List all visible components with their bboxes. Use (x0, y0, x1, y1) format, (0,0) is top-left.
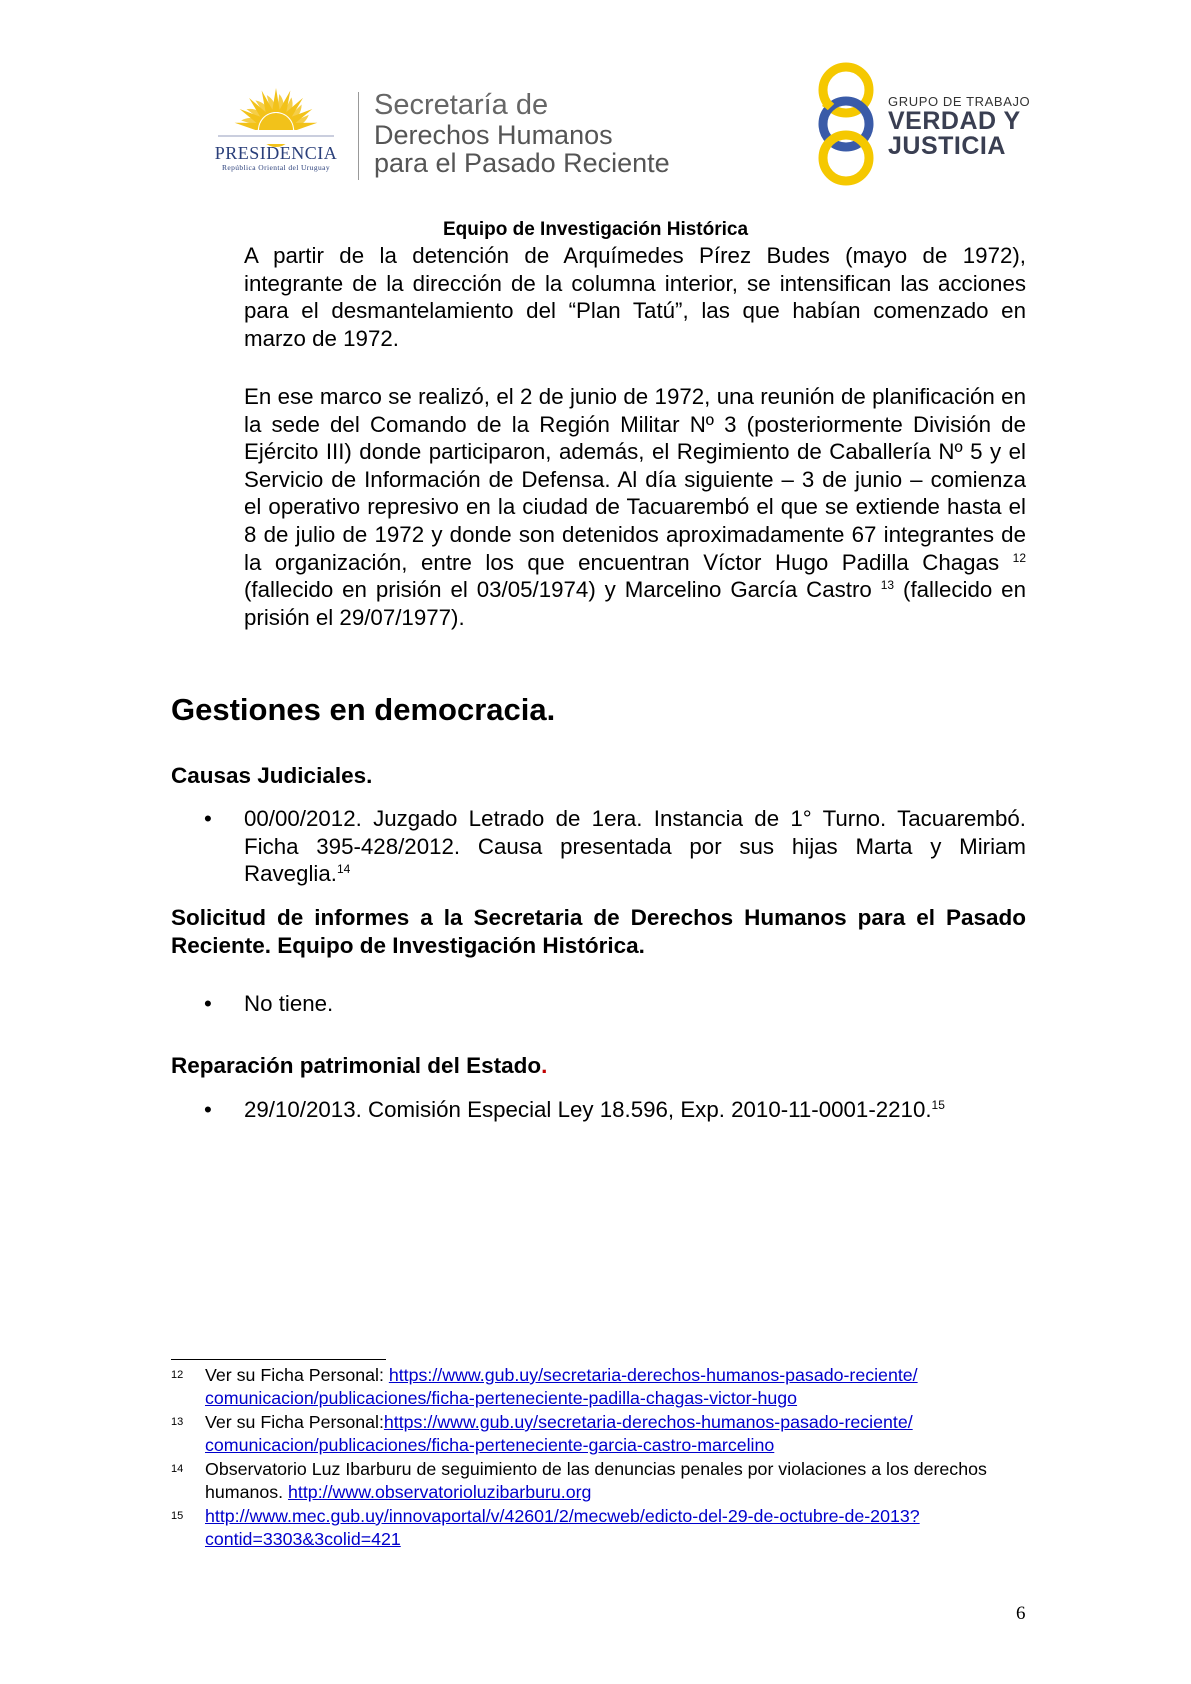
grupo-wordmark (888, 94, 1030, 159)
subheading-causas: Causas Judiciales. (171, 763, 373, 788)
secretaria-wordmark (374, 90, 670, 177)
bullet-marker: • (204, 806, 212, 831)
presidencia-subtitle: República Oriental del Uruguay (221, 163, 330, 172)
secretaria-line-3: para el Pasado Reciente (374, 148, 670, 178)
secretaria-line-2: Derechos Humanos (374, 120, 613, 150)
reparacion-item-text: 29/10/2013. Comisión Especial Ley 18.596, Exp. 2010-11-0001-2210. (244, 1097, 932, 1122)
footnote-text: Ver su Ficha Personal: (205, 1365, 389, 1385)
paragraph-1: A partir de la detención de Arquímedes Pírez Budes (mayo de 1972), integrante de la dirección de la columna interior, se intensifican las acciones para el desmantelamiento del “Plan Tatú”, las que habían comenzado en marzo de 1972. (244, 243, 1026, 351)
causas-item (244, 805, 1026, 888)
footnote-number: 15 (171, 1510, 184, 1522)
paragraph-2-part-a: En ese marco se realizó, el 2 de junio de 1972, una reunión de planificación en la sede del Comando de la Región Militar Nº 3 (posteriormente División de Ejército III) donde participaron, además, el Regimiento de Caballería Nº 5 y el Servicio de Información de Defensa. Al día siguiente – 3 de junio – comienza el operativo represivo en la ciudad de Tacuarembó el que se extiende hasta el 8 de julio de 1972 y donde son detenidos aproximadamente 67 integrantes de la organización, entre los que encuentran Víctor Hugo Padilla Chagas (244, 384, 1026, 575)
paragraph-2 (244, 383, 1026, 631)
footnote-13 (171, 1411, 1026, 1457)
grupo-line-3: JUSTICIA (888, 132, 1006, 160)
page-number: 6 (1016, 1603, 1026, 1624)
subheading-solicitud: Solicitud de informes a la Secretaria de Derechos Humanos para el Pasado Reciente. Equipo de Investigación Histórica. (171, 905, 1026, 958)
team-heading: Equipo de Investigación Histórica (442, 219, 749, 240)
footnote-ref-13[interactable]: 13 (880, 578, 895, 593)
footnote-link[interactable]: https://www.gub.uy/secretaria-derechos-humanos-pasado-reciente/ comunicacion/publicaciones/ficha-perteneciente-garcia-castro-marcelino (205, 1412, 913, 1455)
reparacion-title: Reparación patrimonial del Estado (171, 1053, 542, 1078)
footnote-link[interactable]: http://www.mec.gub.uy/innovaportal/v/42601/2/mecweb/edicto-del-29-de-octubre-de-2013? contid=3303&3colid=421 (205, 1506, 920, 1549)
footnote-number: 13 (171, 1416, 184, 1428)
reparacion-dot: . (541, 1053, 548, 1078)
footnote-ref-14[interactable]: 14 (336, 862, 351, 877)
grupo-line-1: GRUPO DE TRABAJO (888, 94, 1031, 109)
subheading-reparacion (171, 1052, 547, 1080)
footnote-15 (171, 1505, 1026, 1551)
footnote-12 (171, 1364, 1026, 1410)
footnote-number: 12 (171, 1369, 184, 1381)
section-heading-gestiones: Gestiones en democracia. (171, 692, 556, 727)
footnote-text: Observatorio Luz Ibarburu de seguimiento de las denuncias penales por violaciones a los derechos humanos. (205, 1459, 987, 1502)
grupo-line-2: VERDAD Y (888, 107, 1021, 135)
paragraph-2-part-c: (fallecido en prisión el 29/07/1977). (244, 577, 1026, 630)
footnote-link[interactable]: http://www.observatorioluzibarburu.org (288, 1482, 592, 1502)
bullet-marker: • (204, 1097, 212, 1122)
presidencia-wordmark: PRESIDENCIA (214, 143, 338, 163)
paragraph-2-part-b: (fallecido en prisión el 03/05/1974) y Marcelino García Castro (244, 577, 872, 603)
footnote-separator (171, 1359, 386, 1360)
footnote-14 (171, 1458, 1026, 1504)
footnote-link[interactable]: https://www.gub.uy/secretaria-derechos-humanos-pasado-reciente/ comunicacion/publicaciones/ficha-perteneciente-padilla-chagas-victor-hugo (205, 1365, 918, 1408)
footnote-text: Ver su Ficha Personal: (205, 1412, 384, 1432)
header-divider (358, 92, 359, 180)
footnote-number: 14 (171, 1463, 184, 1475)
causas-item-text: 00/00/2012. Juzgado Letrado de 1era. Instancia de 1° Turno. Tacuarembó. Ficha 395-428/2012. Causa presentada por sus hijas Marta y Miriam Raveglia. (244, 806, 1026, 887)
grupo-rings-logo (810, 62, 882, 186)
solicitud-item: No tiene. (244, 991, 334, 1016)
footnote-ref-12[interactable]: 12 (1012, 550, 1026, 565)
bullet-marker: • (204, 991, 212, 1016)
footnote-ref-15[interactable]: 15 (931, 1098, 945, 1112)
reparacion-item (244, 1096, 1026, 1124)
secretaria-line-1: Secretaría de (374, 89, 549, 121)
